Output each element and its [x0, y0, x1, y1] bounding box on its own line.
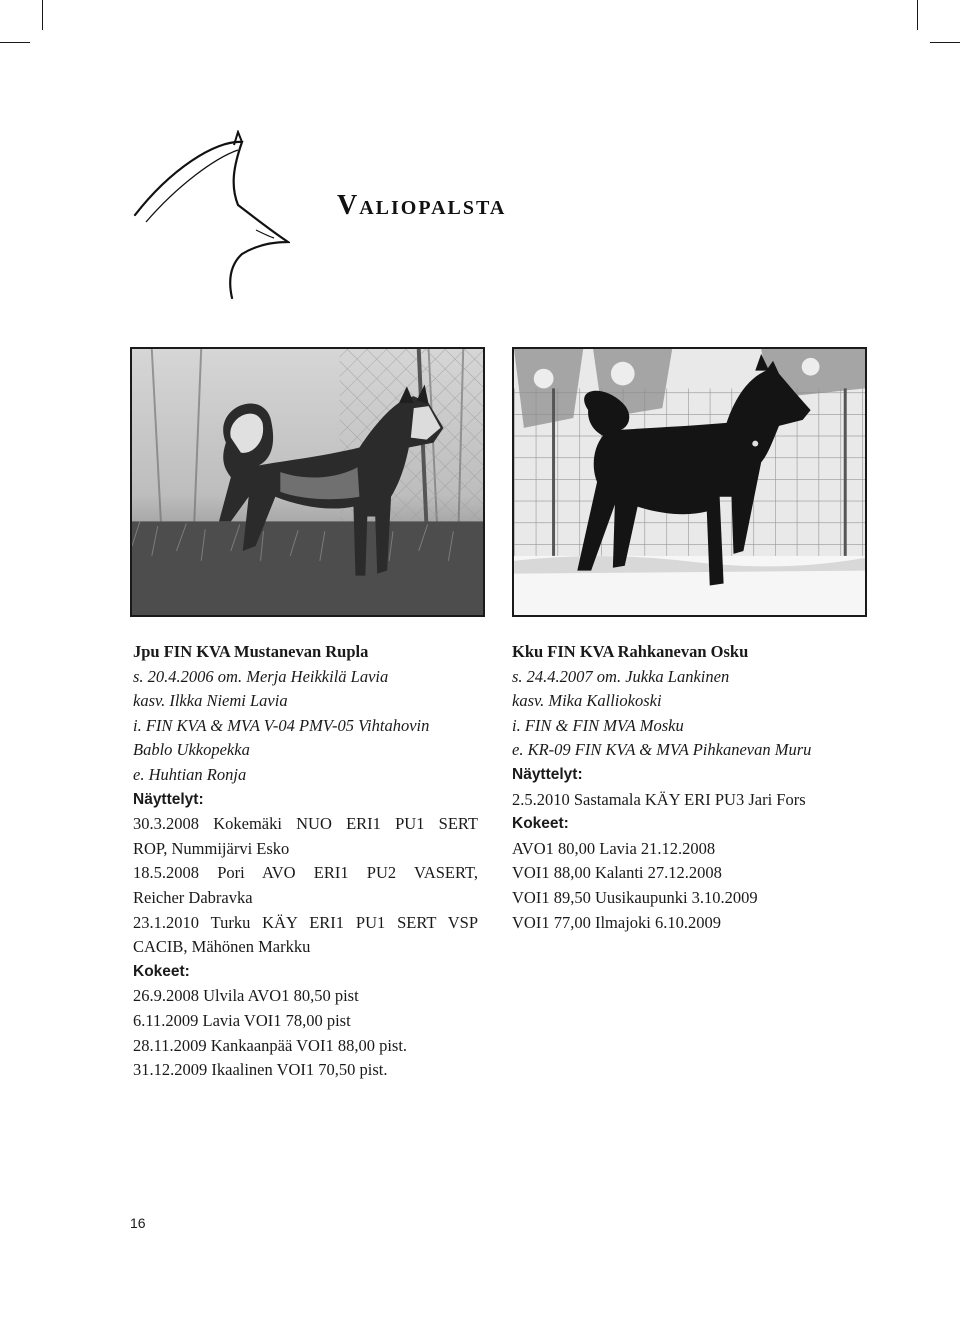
right-trials-heading: Kokeet: [512, 815, 569, 833]
crop-mark-top-right [917, 0, 918, 30]
right-dog-details [512, 640, 862, 935]
left-dog-sire-line2: Bablo Ukkopekka [133, 740, 250, 760]
right-trial-line: VOI1 77,00 Ilmajoki 6.10.2009 [512, 912, 721, 932]
left-trial-line: 6.11.2009 Lavia VOI1 78,00 pist [133, 1010, 351, 1030]
right-dog-breeder: kasv. Mika Kalliokoski [512, 691, 662, 711]
left-show-line: Reicher Dabravka [133, 887, 253, 907]
left-dog-dam: e. Huhtian Ronja [133, 764, 247, 784]
left-trial-line: 26.9.2008 Ulvila AVO1 80,50 pist [133, 986, 359, 1006]
right-dog-dam: e. KR-09 FIN KVA & MVA Pihkanevan Muru [512, 740, 812, 760]
left-dog-details [133, 640, 478, 1083]
dog-head-logo [130, 130, 290, 300]
left-dog-sire-line1: i. FIN KVA & MVA V-04 PMV-05 Vihtahovin [133, 715, 430, 735]
left-trials-heading: Kokeet: [133, 962, 190, 980]
right-trial-line: AVO1 80,00 Lavia 21.12.2008 [512, 838, 716, 858]
crop-mark-top-right-h [930, 42, 960, 43]
crop-mark-top-left [42, 0, 43, 30]
left-dog-born: s. 20.4.2006 om. Merja Heikkilä Lavia [133, 666, 389, 686]
left-dog-name: Jpu FIN KVA Mustanevan Rupla [133, 642, 369, 661]
left-trial-line: 28.11.2009 Kankaanpää VOI1 88,00 pist. [133, 1035, 408, 1055]
left-dog-breeder: kasv. Ilkka Niemi Lavia [133, 691, 288, 711]
right-show-line: 2.5.2010 Sastamala KÄY ERI PU3 Jari Fors [512, 789, 806, 809]
page-title: Valiopalsta [337, 190, 507, 221]
left-show-line: 18.5.2008 Pori AVO ERI1 PU2 VASERT, [133, 863, 478, 883]
right-dog-sire: i. FIN & FIN MVA Mosku [512, 715, 684, 735]
left-show-line: 30.3.2008 Kokemäki NUO ERI1 PU1 SERT [133, 814, 478, 834]
left-show-line: CACIB, Mähönen Markku [133, 937, 311, 957]
page-number: 16 [130, 1215, 146, 1231]
right-trial-line: VOI1 89,50 Uusikaupunki 3.10.2009 [512, 887, 758, 907]
right-shows-heading: Näyttelyt: [512, 765, 583, 783]
left-show-line: 23.1.2010 Turku KÄY ERI1 PU1 SERT VSP [133, 912, 478, 932]
left-shows-heading: Näyttelyt: [133, 790, 204, 808]
left-trial-line: 31.12.2009 Ikaalinen VOI1 70,50 pist. [133, 1060, 388, 1080]
right-trial-line: VOI1 88,00 Kalanti 27.12.2008 [512, 863, 722, 883]
right-dog-name: Kku FIN KVA Rahkanevan Osku [512, 642, 749, 661]
dog-photo-left [130, 347, 485, 617]
left-show-line: ROP, Nummijärvi Esko [133, 838, 290, 858]
right-dog-born: s. 24.4.2007 om. Jukka Lankinen [512, 666, 730, 686]
crop-mark-top-left-h [0, 42, 30, 43]
dog-photo-right [512, 347, 867, 617]
